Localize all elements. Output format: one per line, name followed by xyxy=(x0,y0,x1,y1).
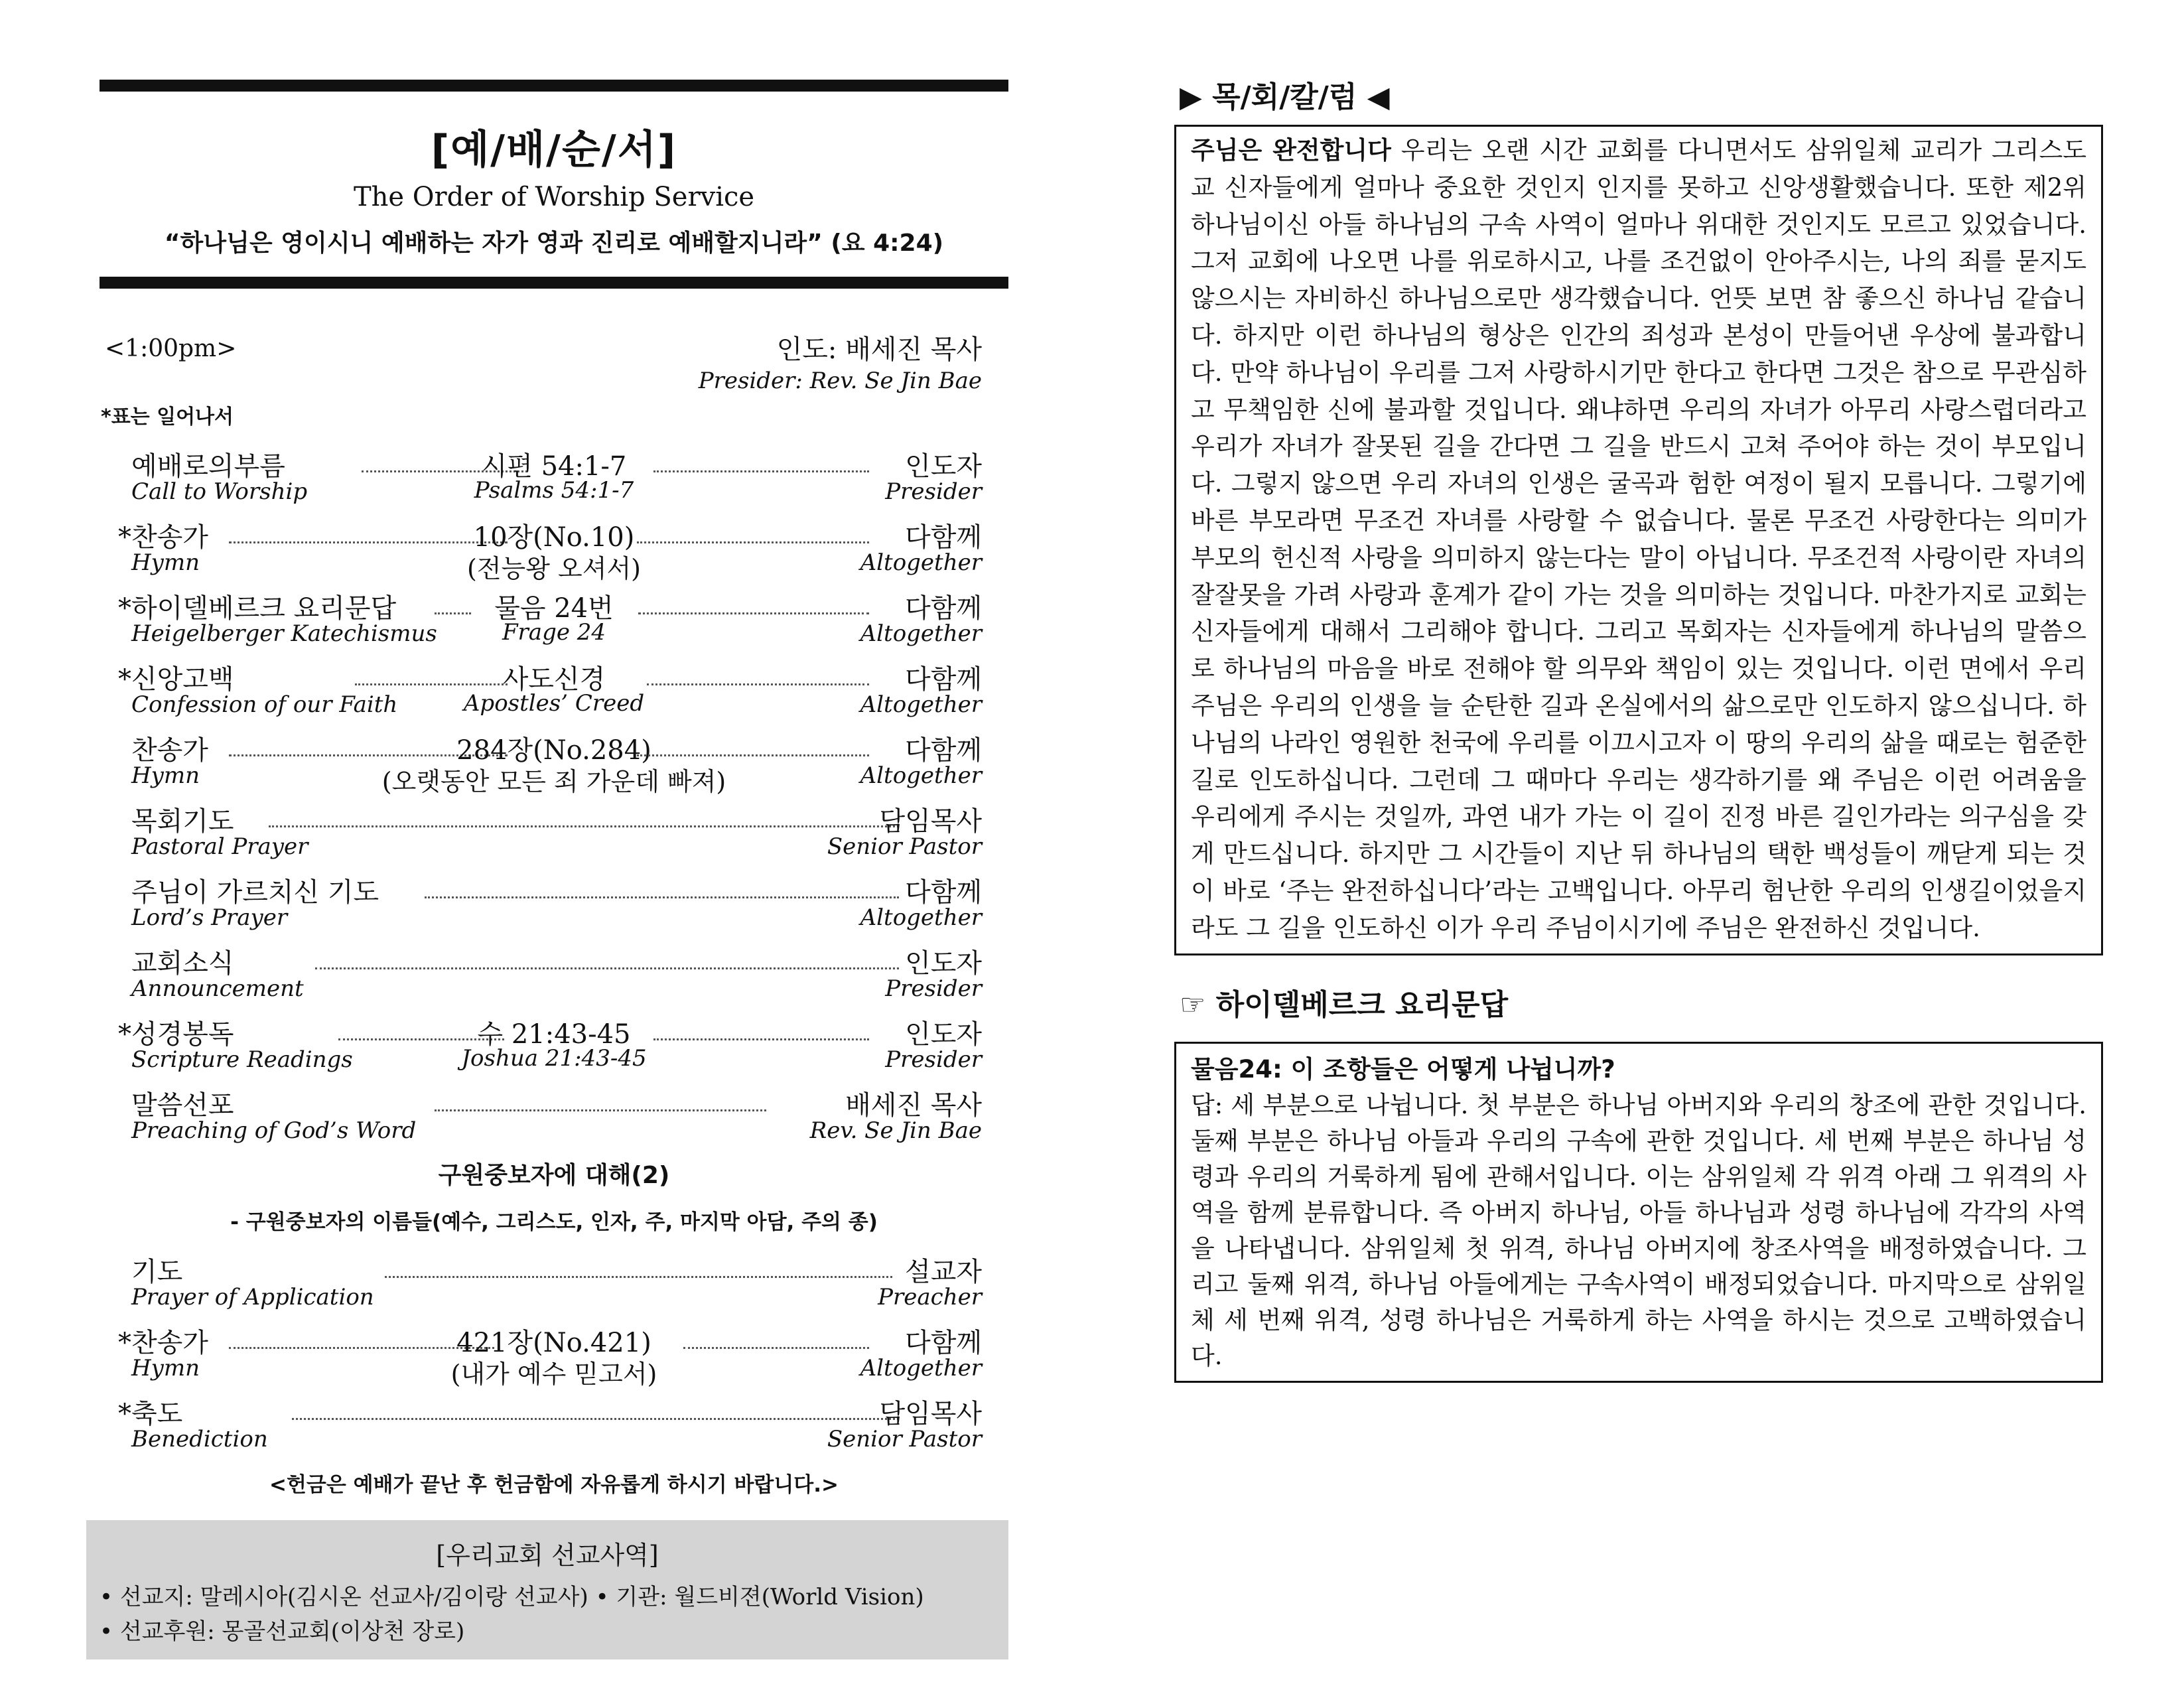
mission-line-2: • 선교후원: 몽골선교회(이상천 장로) xyxy=(100,1618,465,1645)
item-en: Hymn xyxy=(131,549,200,576)
item-right-en: Senior Pastor xyxy=(827,833,982,860)
item-right-ko: 다함께 xyxy=(905,664,982,695)
item-right-ko: 담임목사 xyxy=(879,1399,982,1429)
item-ko: 예배로의부름 xyxy=(131,451,285,482)
item-en: Call to Worship xyxy=(131,478,308,505)
item-center-en: (내가 예수 믿고서) xyxy=(450,1360,657,1389)
catechism-box xyxy=(1174,1042,2103,1383)
item-right-en: Rev. Se Jin Bae xyxy=(809,1117,982,1144)
page-title: [예/배/순/서] xyxy=(431,127,677,173)
item-en: Announcement xyxy=(131,975,304,1002)
item-right-en: Presider xyxy=(885,975,982,1002)
item-center-ko: 사도신경 xyxy=(502,664,606,695)
item-right-en: Altogether xyxy=(860,762,982,789)
item-right-ko: 인도자 xyxy=(905,948,982,979)
item-ko: *성경봉독 xyxy=(118,1019,234,1050)
item-ko: *하이델베르크 요리문답 xyxy=(118,593,397,624)
column-body: 우리는 오랜 시간 교회를 다니면서도 삼위일체 교리가 그리스도교 신자들에게 얼마나 중요한 것인지 인지를 못하고 신앙생활했습니다. 또한 제2위 하나님이신 아들 하나님의 구속 사역이 얼마나 위대한 것인지도 모르고 있었습니다. 그저 교회에 나오면 나를 위로하시고, 나를 조건없이 안아주시는, 나의 죄를 묻지도 않으시는 자비하신 하나님으로만 생각했습니다. 언뜻 보면 참 좋으신 하나님 같습니다. 하지만 이런 하나님의 형상은 인간의 죄성과 본성이 만들어낸 우상에 불과합니다. 만약 하나님이 우리를 그저 사랑하시기만 한다고 한다면 그것은 참으로 무관심하고 무책임한 신에 불과할 것입니다. 왜냐하면 우리의 자녀가 아무리 사랑스럽더라고 우리가 자녀가 잘못된 길을 간다면 그 길을 반드시 고쳐 주어야 하는 것이 부모입니다. 그렇지 않으면 우리 자녀의 인생은 굴곡과 험한 여정이 될지 모릅니다. 그렇기에 바른 부모라면 무조건 자녀를 사랑할 수 없습니다. 물론 무조건 사랑한다는 의미가 부모의 헌신적 사랑을 의미하지 않는다는 말이 아닙니다. 무조건적 사랑이란 자녀의 잘잘못을 가려 사랑과 훈계가 같이 가는 것을 의미하는 것입니다. 마찬가지로 교회는 신자들에게 대해서 그리해야 합니다. 그리고 목회자는 신자들에게 하나님의 말씀으로 하나님의 마음을 바로 전해야 할 의무와 책임이 있는 것입니다. 이런 면에서 우리 주님은 우리의 인생을 늘 순탄한 길과 온실에서의 삶으로만 인도하지 않으십니다. 하나님의 나라인 영원한 천국에 우리를 이끄시고자 이 땅의 우리의 삶을 때로는 험준한 길로 인도하십니다. 그런데 그 때마다 우리는 생각하기를 왜 주님은 이런 어려움을 우리에게 주시는 것일까, 과연 내가 가는 이 길이 진정 바른 길인가라는 의구심을 갖게 만드십니다. 하지만 그 시간들이 지난 뒤 하나님의 택한 백성들이 깨닫게 되는 것이 바로 ‘주는 완전하십니다’라는 고백입니다. 아무리 험난한 우리의 인생길이었을지라도 그 길을 인도하신 이가 우리 주님이시기에 주님은 완전하신 것입니다. xyxy=(1191,136,2086,942)
item-ko: *찬송가 xyxy=(118,1328,208,1358)
presider-info xyxy=(699,328,982,394)
list-item xyxy=(100,798,1008,869)
item-center-en: (오랫동안 모든 죄 가운데 빠져) xyxy=(381,767,726,796)
item-center-en: Apostles’ Creed xyxy=(463,690,645,717)
item-right-ko: 다함께 xyxy=(905,735,982,766)
leader-dots xyxy=(292,1418,899,1420)
mission-line-1: • 선교지: 말레시아(김시온 선교사/김이랑 선교사) • 기관: 월드비젼(World Vision) xyxy=(100,1584,924,1610)
item-en: Lord’s Prayer xyxy=(131,904,288,931)
mission-box xyxy=(86,1520,1008,1659)
pastoral-column-heading: ▶ 목/회/칼/럼 ◀ xyxy=(1180,80,1390,114)
sermon-subtitle: - 구원중보자의 이름들(예수, 그리스도, 인자, 주, 마지막 아담, 주의 종) xyxy=(230,1210,878,1234)
mission-title: [우리교회 선교사역] xyxy=(436,1541,659,1570)
item-en: Confession of our Faith xyxy=(131,691,398,718)
item-ko: 교회소식 xyxy=(131,948,234,979)
item-center-ko: 수 21:43-45 xyxy=(477,1019,631,1050)
item-center-en: Joshua 21:43-45 xyxy=(461,1045,647,1072)
item-en: Scripture Readings xyxy=(131,1046,353,1073)
item-en: Heigelberger Katechismus xyxy=(131,620,437,647)
item-center-ko: 시편 54:1-7 xyxy=(481,451,627,482)
item-center-ko: 물음 24번 xyxy=(494,593,614,624)
list-item xyxy=(100,869,1008,940)
leader-dots xyxy=(647,683,869,685)
leader-dots xyxy=(425,896,899,898)
right-column xyxy=(1174,73,2103,1383)
service-header xyxy=(100,322,1008,395)
item-ko: 목회기도 xyxy=(131,806,234,837)
presider-en: Presider: Rev. Se Jin Bae xyxy=(698,368,982,394)
stand-note: *표는 일어나서 xyxy=(101,405,234,429)
list-item xyxy=(100,1390,1008,1461)
item-ko: *찬송가 xyxy=(118,522,208,553)
leader-dots xyxy=(653,470,869,472)
item-center-ko: 10장(No.10) xyxy=(473,522,635,553)
list-item xyxy=(100,585,1008,656)
scripture-verse: “하나님은 영이시니 예배하는 자가 영과 진리로 예배할지니라” (요 4:24) xyxy=(164,230,944,257)
item-right-en: Altogether xyxy=(860,549,982,576)
item-right-ko: 다함께 xyxy=(905,1328,982,1358)
offering-note: <헌금은 예배가 끝난 후 헌금함에 자유롭게 하시기 바랍니다.> xyxy=(269,1473,839,1497)
item-right-ko: 다함께 xyxy=(905,522,982,553)
list-item xyxy=(100,1011,1008,1082)
service-time: <1:00pm> xyxy=(105,335,237,362)
leader-dots xyxy=(653,1038,869,1040)
leader-dots xyxy=(683,1347,869,1349)
item-center-en: Frage 24 xyxy=(502,619,606,646)
item-en: Hymn xyxy=(131,762,200,789)
item-ko: 말씀선포 xyxy=(131,1090,234,1121)
item-right-ko: 담임목사 xyxy=(879,806,982,837)
item-right-en: Preacher xyxy=(878,1284,982,1310)
bottom-rule xyxy=(100,277,1008,289)
leader-dots xyxy=(638,612,869,614)
leader-dots xyxy=(269,825,899,827)
list-item xyxy=(100,1319,1008,1390)
leader-dots xyxy=(385,1276,892,1278)
list-item xyxy=(100,514,1008,585)
item-en: Hymn xyxy=(131,1355,200,1381)
item-right-ko: 배세진 목사 xyxy=(845,1090,982,1121)
list-item xyxy=(100,656,1008,727)
item-right-ko: 다함께 xyxy=(905,877,982,908)
item-right-en: Presider xyxy=(885,1046,982,1073)
item-ko: *신앙고백 xyxy=(118,664,234,695)
list-item xyxy=(100,1082,1008,1153)
catechism-heading: ☞ 하이델베르크 요리문답 xyxy=(1180,987,1509,1022)
leader-dots xyxy=(637,541,869,543)
item-right-en: Altogether xyxy=(860,620,982,647)
item-right-en: Altogether xyxy=(860,1355,982,1381)
item-right-en: Presider xyxy=(885,478,982,505)
leader-dots xyxy=(637,754,869,756)
catechism-question: 물음24: 이 조항들은 어떻게 나뉩니까? xyxy=(1191,1054,1615,1084)
top-rule xyxy=(100,80,1008,92)
leader-dots xyxy=(435,1109,766,1111)
column-lead: 주님은 완전합니다 xyxy=(1191,136,1391,165)
order-of-worship xyxy=(100,80,1008,1659)
item-ko: 주님이 가르치신 기도 xyxy=(131,877,379,908)
sermon-title: 구원중보자에 대해(2) xyxy=(438,1162,670,1189)
list-item xyxy=(100,727,1008,798)
order-items xyxy=(100,443,1008,1153)
list-item xyxy=(100,1248,1008,1319)
item-right-ko: 인도자 xyxy=(905,451,982,482)
list-item xyxy=(100,940,1008,1011)
leader-dots xyxy=(315,967,899,969)
item-right-en: Altogether xyxy=(860,904,982,931)
item-ko: *축도 xyxy=(118,1399,183,1429)
item-center-en: Psalms 54:1-7 xyxy=(474,477,634,504)
pastoral-column-box xyxy=(1174,125,2103,955)
item-en: Preaching of God’s Word xyxy=(131,1117,417,1144)
item-right-ko: 인도자 xyxy=(905,1019,982,1050)
item-en: Prayer of Application xyxy=(131,1284,374,1310)
item-center-en: (전능왕 오셔서) xyxy=(467,554,641,583)
item-right-en: Altogether xyxy=(860,691,982,718)
item-ko: 기도 xyxy=(131,1257,183,1287)
item-right-ko: 설교자 xyxy=(905,1257,982,1287)
item-right-en: Senior Pastor xyxy=(827,1426,982,1452)
item-right-ko: 다함께 xyxy=(905,593,982,624)
order-items-after-sermon xyxy=(100,1248,1008,1461)
item-center-ko: 284장(No.284) xyxy=(456,735,651,766)
presider-ko: 인도: 배세진 목사 xyxy=(776,334,982,365)
catechism-answer: 답: 세 부분으로 나뉩니다. 첫 부분은 하나님 아버지와 우리의 창조에 관한 것입니다. 둘째 부분은 하나님 아들과 우리의 구속에 관한 것입니다. 세 번째 부분은 하나님 성령과 우리의 거룩하게 됨에 관해서입니다. 이는 삼위일체 각 위격 아래 그 위격의 사역을 함께 분류합니다. 즉 아버지 하나님, 아들 하나님과 성령 하나님에 각각의 사역을 나타냅니다. 삼위일체 첫 위격, 하나님 아버지에 창조사역을 배정하였습니다. 그리고 둘째 위격, 하나님 아들에게는 구속사역이 배정되었습니다. 마지막으로 삼위일체 세 번째 위격, 성령 하나님은 거룩하게 하는 사역을 하시는 것으로 고백하였습니다. xyxy=(1191,1090,2086,1370)
list-item xyxy=(100,443,1008,514)
item-en: Pastoral Prayer xyxy=(131,833,308,860)
item-en: Benediction xyxy=(131,1426,268,1452)
page-subtitle: The Order of Worship Service xyxy=(353,182,755,212)
item-center-ko: 421장(No.421) xyxy=(456,1328,651,1358)
item-ko: 찬송가 xyxy=(131,735,208,766)
